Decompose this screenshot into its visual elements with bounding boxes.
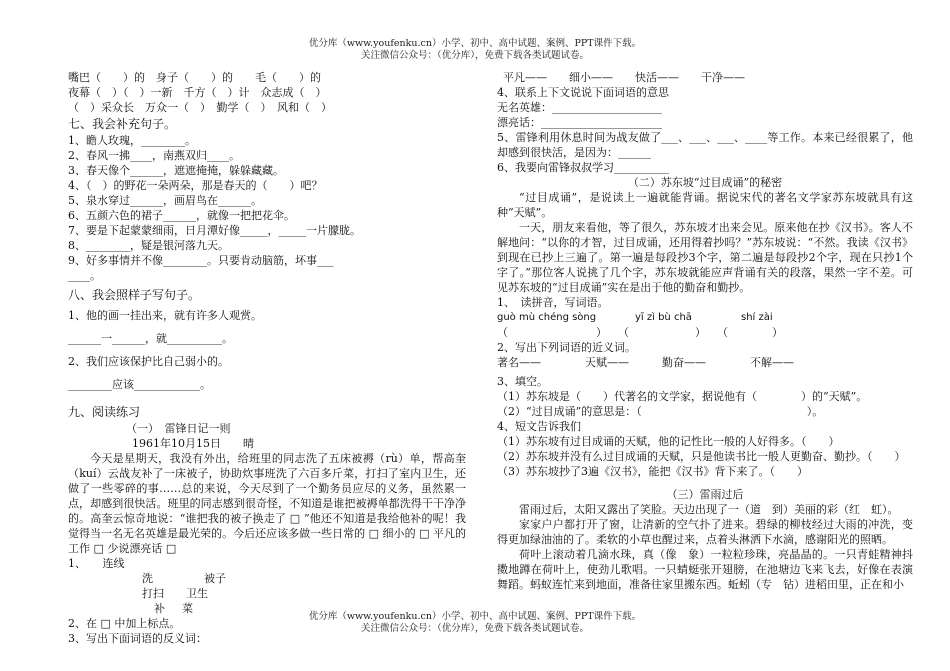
- question-line: 2、在 □ 中加上标点。: [68, 617, 181, 630]
- pinyin-row: [497, 310, 913, 325]
- pinyin: shí zài: [741, 312, 773, 323]
- page-header: [0, 38, 950, 62]
- question-line: 无名英雄：____________________: [497, 101, 662, 114]
- passage-3-title: （三）雷雨过后: [666, 488, 744, 501]
- answer-line: ______一______，就__________。: [68, 332, 233, 345]
- passage-2-title: （二）苏东坡“过目成诵”的秘密: [627, 176, 783, 189]
- question-line: （2）“过目成诵”的意思是：（ ）。: [497, 405, 824, 418]
- page-footer: [0, 611, 950, 635]
- question-line: 1、 读拼音，写词语。: [497, 296, 609, 309]
- match-word: 卫生: [186, 587, 208, 600]
- question-line: 1、他的画一挂出来，就有许多人观赏。: [68, 309, 262, 322]
- question-line: 2、春风一拂____，南燕双归____。: [68, 149, 240, 162]
- question-line: 2、写出下列词语的近义词。: [497, 341, 636, 354]
- passage-2-text: “过目成诵”，是说读上一遍就能背诵。据说宋代的著名文学家苏东坡就具有这种“天赋”。: [497, 191, 913, 219]
- question-line: ____。: [68, 269, 101, 282]
- match-word: 菜: [182, 602, 193, 615]
- matching-row: [68, 586, 466, 601]
- question-line: 9、好多事情并不像________。只要肯动脑筋，坏事___: [68, 254, 334, 267]
- question-line: 3、写出下面词语的反义词：: [68, 632, 207, 645]
- answer-line: ________应该____________。: [68, 378, 211, 391]
- passage-3-text: 荷叶上滚动着几滴水珠，真（像 象）一粒粒珍珠，亮晶晶的。一只青蛙精神抖擞地蹲在荷叶上，使劲儿歌唱。一只蜻蜓张开翅膀，在池塘边飞来飞去，好像在表演舞蹈。蚂蚁连忙来到地面，准备往家里搬东西。蚯蚓（专 钻）进稻田里，正在和小: [497, 548, 913, 591]
- question-line: 漂亮话：______________________: [497, 116, 662, 129]
- section-7-heading: 七、我会补充句子。: [68, 117, 177, 131]
- question-line: 5、雷锋利用休息时间为战友做了___、___、___、____等工作。本来已经很累了，他却感到很快活，是因为：______: [497, 131, 913, 159]
- left-column: [68, 70, 466, 646]
- pinyin: yī zì bù chā: [635, 312, 692, 323]
- question-line: 6、我要向雷锋叔叔学习__________: [497, 161, 669, 174]
- passage-3-text: 雷雨过后，太阳又露出了笑脸。天边出现了一（道 到）美丽的彩（红 虹）。: [519, 503, 899, 516]
- diary-date: 1961年10月15日 晴: [132, 437, 254, 450]
- synonym-line: 著名—— 天赋—— 勤奋—— 不解——: [497, 356, 794, 369]
- fill-line: 嘴巴（ ）的 身子（ ）的 毛（ ）的: [68, 71, 321, 84]
- header-line-2: 关注微信公众号：（优分库），免费下载各类试题试卷。: [360, 50, 589, 61]
- footer-line-2: 关注微信公众号：（优分库），免费下载各类试题试卷。: [360, 623, 589, 634]
- footer-line-1: 优分库（www.youfenku.cn）小学、初中、高中试题、案例、PPT课件下载。: [308, 611, 642, 622]
- passage-1-title: （一） 雷锋日记一则: [126, 422, 231, 435]
- question-line: （1）苏东坡有过目成诵的天赋，他的记性比一般的人好得多。（ ）: [497, 435, 840, 448]
- fill-line: （ ）采众长 万众一（ ） 勤学（ ） 风和（ ）: [68, 101, 332, 114]
- match-word: 补: [154, 602, 165, 615]
- passage-1-text: 今天是星期天，我没有外出，给班里的同志洗了五床被褥（rù）单，帮高奎（kuí）云战友补了一床被子，协助炊事班洗了六百多斤菜，打扫了室内卫生，还做了一些零碎的事……总的来说，今天尽到了一个勤务员应尽的义务，虽然累一点，却感到很快活。班里的同志感到很奇怪，不知道是谁把被褥单都洗得干干净净的。高奎云惊奇地说：“谁把我的被子换走了 □ ”他还不知道是我给他补的呢！我觉得当一名无名英雄是最光荣的。今后还应该多做一些日常的 □ 细小的 □ 平凡的工作 □ 少说漂亮话 □: [68, 452, 466, 555]
- passage-3-text: 家家户户都打开了窗，让清新的空气扑了进来。碧绿的柳枝经过大雨的冲洗，变得更加绿油油的了。柔软的小草也醒过来，点着头淋洒下水滴，感谢阳光的照晒。: [497, 518, 913, 546]
- match-word: 打扫: [142, 587, 164, 600]
- question-line: （3）苏东坡抄了3遍《汉书》，能把《汉书》背下来了。（ ）: [497, 465, 808, 478]
- question-line: 2、我们应该保护比自己弱小的。: [68, 355, 229, 368]
- question-line: （2）苏东坡并没有么过目成诵的天赋，只是他读书比一般人更勤奋、勤抄。（ ）: [497, 450, 906, 463]
- question-line: 1、 连线: [68, 557, 125, 570]
- antonym-line: 平凡—— 细小—— 快活—— 干净——: [503, 71, 745, 84]
- match-word: 洗: [142, 572, 153, 585]
- question-line: 3、填空。: [497, 375, 548, 388]
- fill-line: 夜幕（ ）（ ）一新 千方（ ）计 众志成（ ）: [68, 86, 327, 99]
- question-line: 1、瞻人玫瑰，________。: [68, 134, 196, 147]
- pinyin: guò mù chéng sòng: [497, 312, 597, 323]
- question-line: 8、________，疑是银河落九天。: [68, 239, 229, 252]
- passage-2-text: 一天，朋友来看他，等了很久，苏东坡才出来会见。原来他在抄《汉书》。客人不解地问：“以你的才智，过目成诵，还用得着抄吗？”苏东坡说：“不然。我读《汉书》到现在已抄上三遍了。第一遍是每段抄3个字，第二遍是每段抄2个字，现在只抄1个字了。”那位客人说挑了几个字，苏东坡就能应声背诵有关的段落，果然一字不差。可见苏东坡的“过目成诵”实在是出于他的勤奋和勤抄。: [497, 221, 913, 294]
- answer-brackets: （ ） （ ） （ ）: [497, 326, 783, 339]
- match-word: 被子: [204, 572, 226, 585]
- section-8-heading: 八、我会照样子写句子。: [68, 288, 201, 302]
- question-line: 3、春天像个______，遮遮掩掩，躲躲藏藏。: [68, 164, 284, 177]
- question-line: 5、泉水穿过______，画眉鸟在______。: [68, 194, 262, 207]
- matching-row: [68, 571, 466, 586]
- question-line: 4、联系上下文说说下面词语的意思: [497, 86, 669, 99]
- question-line: 7、要是下起蒙蒙细雨，日月潭好像_____，_____一片朦胧。: [68, 224, 361, 237]
- question-line: 4、（ ）的野花一朵两朵，那是春天的（ ）吧？: [68, 179, 323, 192]
- question-line: 4、短文告诉我们: [497, 420, 581, 433]
- right-column: [497, 70, 913, 592]
- question-line: 6、五颜六色的裙子______，就像一把把花伞。: [68, 209, 295, 222]
- question-line: （1）苏东坡是（ ）代著名的文学家，据说他有（ ）的“天赋”。: [497, 390, 868, 403]
- section-9-heading: 九、阅读练习: [68, 405, 141, 419]
- header-line-1: 优分库（www.youfenku.cn）小学、初中、高中试题、案例、PPT课件下载。: [308, 38, 642, 49]
